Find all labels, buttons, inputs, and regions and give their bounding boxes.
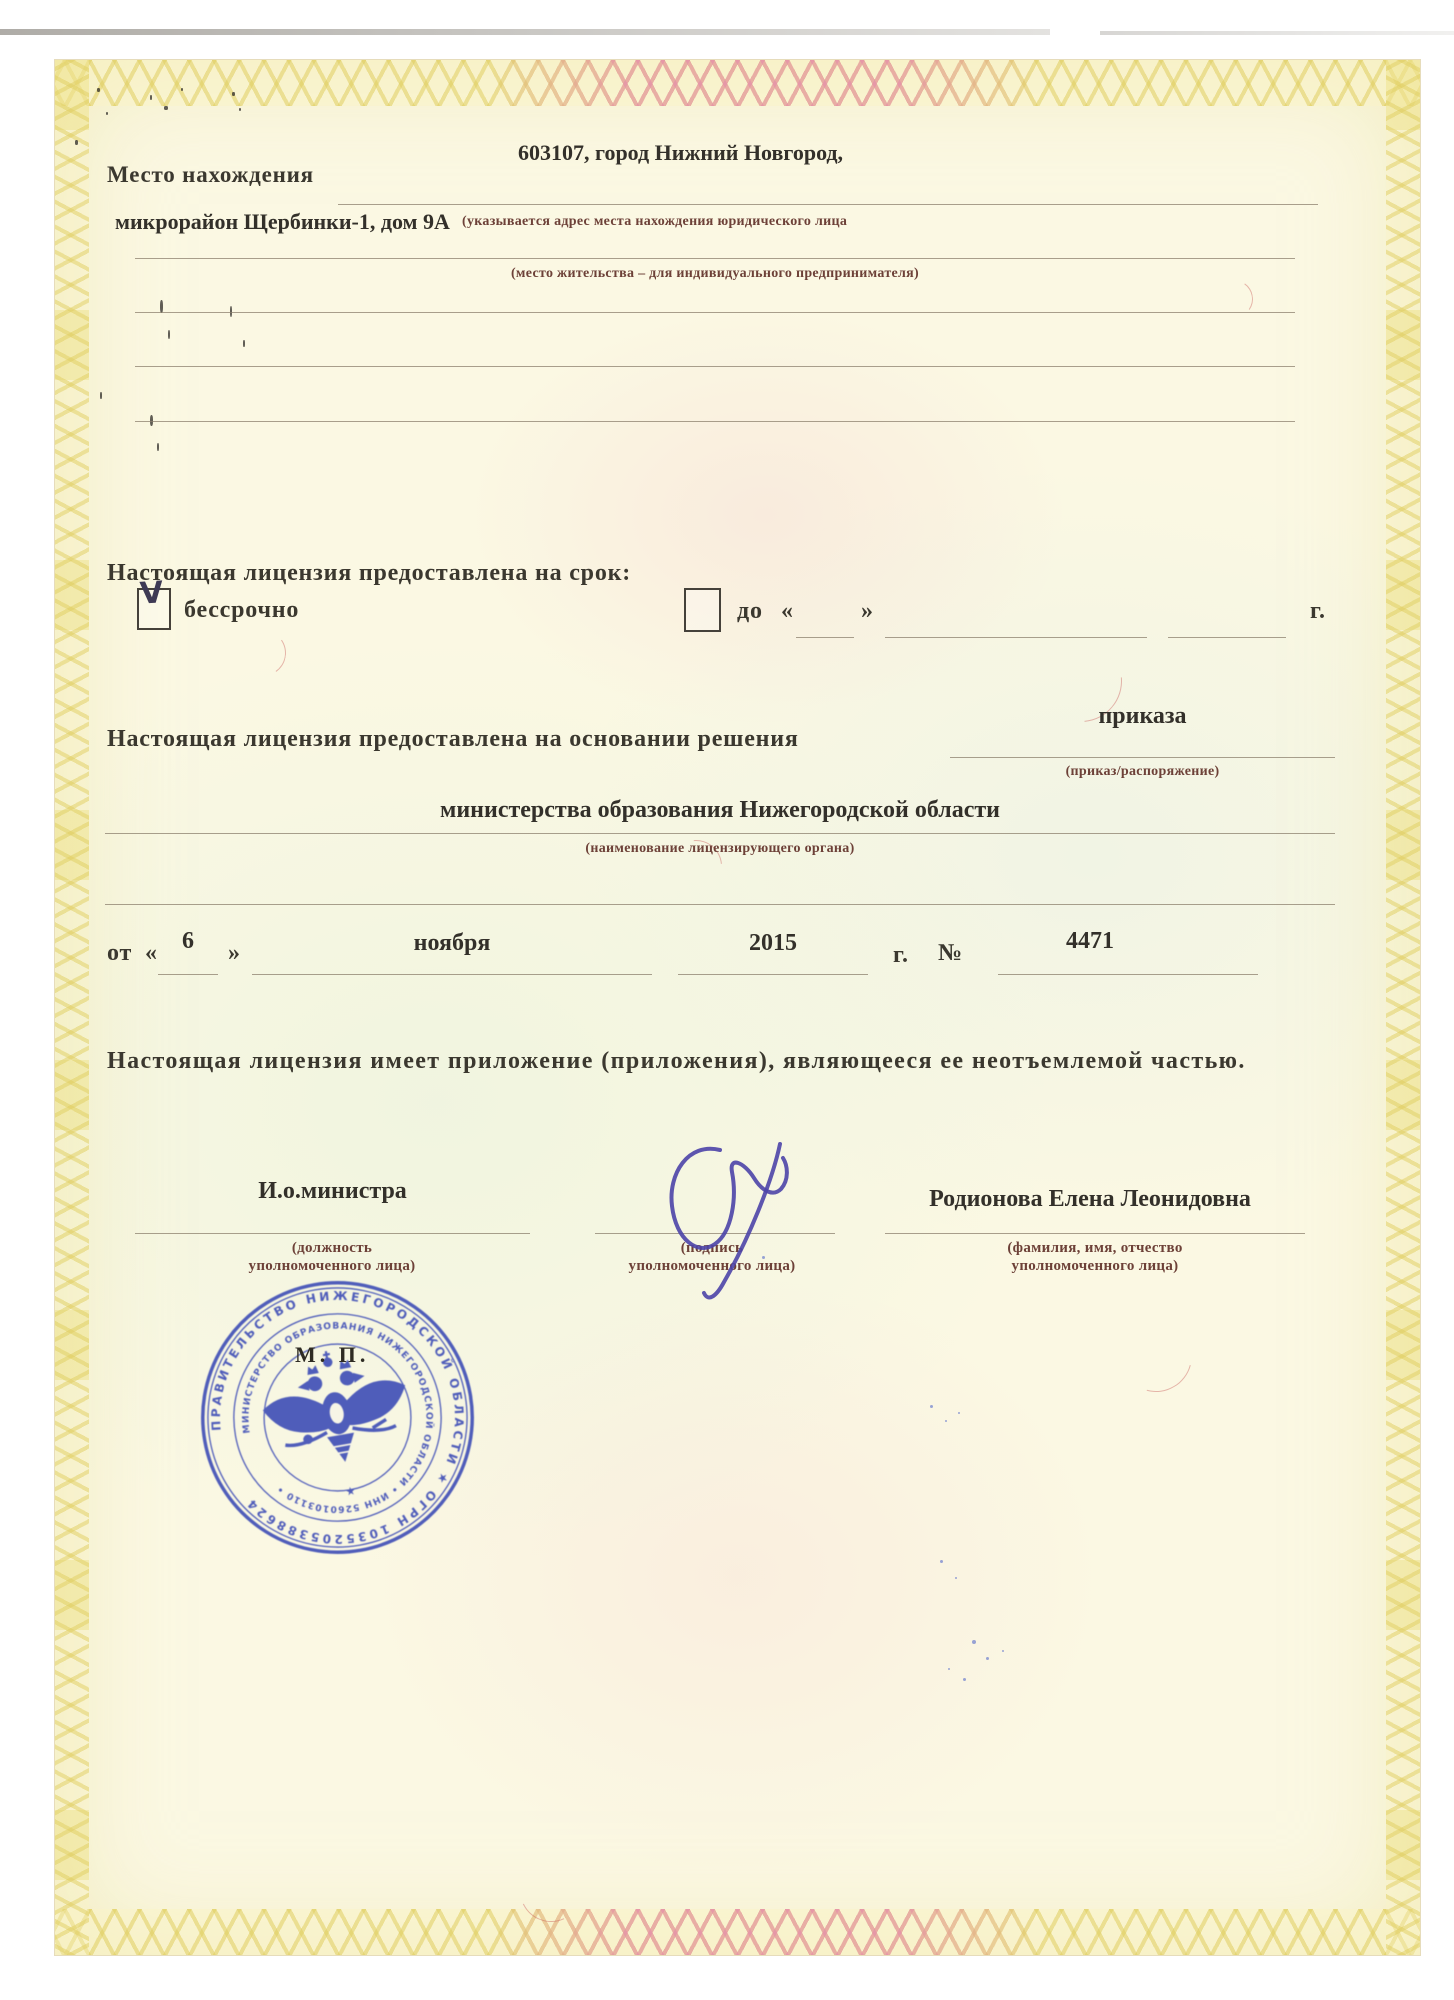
- number-sign: №: [938, 940, 963, 966]
- name-caption-2: уполномоченного лица): [1011, 1258, 1179, 1274]
- document-sheet: [55, 60, 1420, 1955]
- ink-speck: [106, 112, 108, 115]
- ink-speck: [97, 88, 100, 92]
- term-year-suffix: г.: [1310, 598, 1326, 624]
- name-caption-1: (фамилия, имя, отчество: [1007, 1240, 1183, 1256]
- issue-year: 2015: [749, 930, 797, 956]
- issue-year-suffix: г.: [893, 942, 909, 968]
- blank-line: [885, 637, 1147, 638]
- address-caption-2: (место жительства – для индивидуального предпринимателя): [510, 266, 920, 281]
- ink-spatter: [955, 1577, 957, 1579]
- signature-line-position: [135, 1233, 530, 1234]
- blank-line: [135, 366, 1295, 367]
- blank-line: [998, 974, 1258, 975]
- ink-speck: [157, 443, 159, 451]
- blank-line: [105, 904, 1335, 905]
- issue-month: ноября: [413, 930, 491, 956]
- handwritten-signature: [640, 1118, 890, 1328]
- sign-caption-2: уполномоченного лица): [628, 1258, 796, 1274]
- scan-artifact-line: [1100, 31, 1454, 35]
- blank-line: [135, 312, 1295, 313]
- blank-line: [1168, 637, 1286, 638]
- address-caption-1: (указывается адрес места нахождения юридического лица: [462, 214, 848, 229]
- issue-day: 6: [182, 928, 194, 954]
- ink-spatter: [945, 1420, 947, 1422]
- signatory-position: И.о.министра: [258, 1178, 407, 1204]
- ink-spatter: [958, 1412, 960, 1414]
- ruled-line: [338, 204, 1318, 205]
- stamp-inner-ring-text: МИНИСТЕРСТВО ОБРАЗОВАНИЯ НИЖЕГОРОДСКОЙ ОБЛАСТИ • ИНН 5260103110 •: [241, 1321, 434, 1514]
- term-heading: Настоящая лицензия предоставлена на срок:: [107, 560, 632, 586]
- term-option-until: до: [737, 598, 763, 624]
- basis-caption: (приказ/распоряжение): [1065, 764, 1220, 779]
- signature-line-name: [885, 1233, 1305, 1234]
- quote-close: »: [861, 598, 874, 624]
- blank-line: [252, 974, 652, 975]
- position-caption-1: (должность: [291, 1240, 373, 1256]
- blank-line: [678, 974, 868, 975]
- address-value-street: микрорайон Щербинки-1, дом 9А: [115, 209, 450, 234]
- ink-spatter: [940, 1560, 943, 1563]
- ink-spatter: [963, 1678, 966, 1681]
- ink-speck: [239, 108, 241, 111]
- signatory-name: Родионова Елена Леонидовна: [929, 1186, 1251, 1212]
- position-caption-2: уполномоченного лица): [248, 1258, 416, 1274]
- ruled-line: [105, 833, 1335, 834]
- license-number: 4471: [1066, 928, 1114, 954]
- ink-spatter: [1002, 1650, 1004, 1652]
- stamp-bottom-star: ★: [344, 1485, 357, 1499]
- blank-line: [796, 637, 854, 638]
- quote-close: »: [228, 940, 241, 966]
- ink-speck: [100, 392, 102, 399]
- quote-open: «: [781, 598, 794, 624]
- authority-value: министерства образования Нижегородской области: [440, 797, 1000, 823]
- address-value-city: 603107, город Нижний Новгород,: [518, 140, 844, 165]
- ruled-line: [950, 757, 1335, 758]
- ink-speck: [150, 95, 152, 100]
- sign-caption-1: (подпись: [680, 1240, 744, 1256]
- ruled-line: [135, 258, 1295, 259]
- blank-line: [135, 421, 1295, 422]
- seal-place-mark: М. П.: [295, 1342, 370, 1367]
- checkbox-indefinite-mark: V: [138, 575, 165, 612]
- annex-note: Настоящая лицензия имеет приложение (приложения), являющееся ее неотъемлемой частью.: [107, 1048, 1246, 1074]
- ink-spatter: [948, 1668, 950, 1670]
- official-stamp: [195, 1275, 480, 1560]
- blank-line: [158, 974, 218, 975]
- ink-spatter: [930, 1405, 933, 1408]
- ink-speck: [168, 330, 170, 339]
- checkbox-until-date: [684, 588, 721, 632]
- authority-caption: (наименование лицензирующего органа): [585, 841, 855, 856]
- address-label: Место нахождения: [107, 162, 314, 187]
- ink-spatter: [972, 1640, 976, 1644]
- basis-value: приказа: [1098, 703, 1187, 729]
- basis-heading: Настоящая лицензия предоставлена на основании решения: [107, 726, 799, 752]
- term-option-indefinite: бессрочно: [184, 597, 300, 623]
- ink-speck: [164, 106, 168, 110]
- ink-speck: [243, 340, 245, 347]
- ink-speck: [75, 140, 78, 145]
- quote-open: «: [145, 940, 158, 966]
- stamp-outer-ring-text: ПРАВИТЕЛЬСТВО НИЖЕГОРОДСКОЙ ОБЛАСТИ ★ ОГРН 1035205388624: [208, 1288, 467, 1546]
- ink-spatter: [986, 1657, 989, 1660]
- ink-speck: [232, 92, 235, 96]
- scan-artifact-line: [0, 29, 1050, 35]
- ink-speck: [181, 88, 183, 91]
- issue-prefix: от: [107, 940, 133, 966]
